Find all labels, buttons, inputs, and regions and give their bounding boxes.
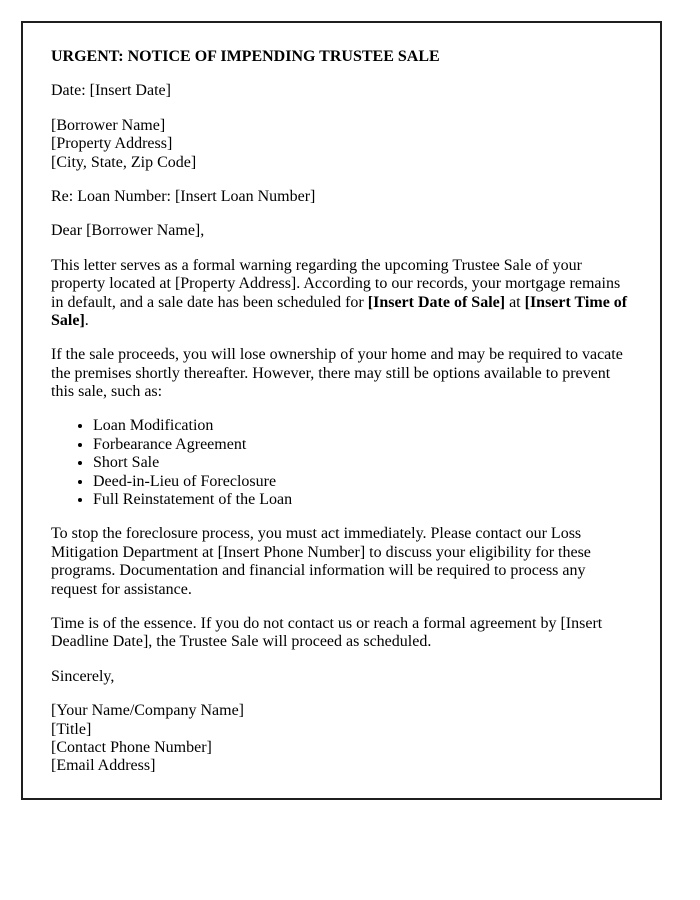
letter-document xyxy=(21,21,662,800)
list-item-full-reinstatement: • Full Reinstatement of the Loan xyxy=(93,491,632,509)
signature-email-line: [Email Address] xyxy=(51,757,156,775)
paragraph-consequences: If the sale proceeds, you will lose ownership of your home and may be required to vacate the premises shortly thereafter. However, there may still be options available to prevent this sale, such as: xyxy=(51,346,623,401)
sale-date-placeholder: [Insert Date of Sale] xyxy=(367,293,506,311)
paragraph-warning xyxy=(51,257,632,331)
recipient-property-line: [Property Address] xyxy=(51,135,173,153)
signature-name-line: [Your Name/Company Name] xyxy=(51,702,245,720)
sale-time-placeholder: [Insert Time of Sale] xyxy=(51,293,628,329)
closing: Sincerely, xyxy=(51,667,115,685)
list-item-loan-modification: • Loan Modification xyxy=(93,417,632,435)
signature-phone-line: [Contact Phone Number] xyxy=(51,738,212,756)
re-loan-number-line: Re: Loan Number: [Insert Loan Number] xyxy=(51,187,316,205)
signature-title-line: [Title] xyxy=(51,720,92,738)
paragraph-warning-connector: at xyxy=(505,293,525,311)
paragraph-deadline: Time is of the essence. If you do not contact us or reach a formal agreement by [Insert Deadline Date], the Trustee Sale will proceed as scheduled. xyxy=(51,614,603,651)
paragraph-warning-period: . xyxy=(84,311,89,329)
recipient-name-line: [Borrower Name] xyxy=(51,116,166,134)
list-item-short-sale: • Short Sale xyxy=(93,454,632,472)
list-item-forbearance-agreement: • Forbearance Agreement xyxy=(93,436,632,454)
recipient-city-line: [City, State, Zip Code] xyxy=(51,153,197,171)
recipient-address-block xyxy=(51,117,632,172)
list-item-deed-in-lieu: • Deed-in-Lieu of Foreclosure xyxy=(93,473,632,491)
signature-block xyxy=(51,702,632,776)
prevention-options-list xyxy=(51,417,632,509)
paragraph-action-required: To stop the foreclosure process, you must act immediately. Please contact our Loss Mitigation Department at [Insert Phone Number] to discuss your eligibility for these programs. Documentation and financial information will be required to process any request for assistance. xyxy=(51,525,591,598)
letter-title: URGENT: NOTICE OF IMPENDING TRUSTEE SALE xyxy=(51,48,440,65)
salutation: Dear [Borrower Name], xyxy=(51,222,205,240)
date-line: Date: [Insert Date] xyxy=(51,82,171,100)
paragraph-warning-text: This letter serves as a formal warning regarding the upcoming Trustee Sale of your property located at [Property Address]. According to our records, your mortgage remains in default, and a sale date has been scheduled for xyxy=(51,256,621,311)
